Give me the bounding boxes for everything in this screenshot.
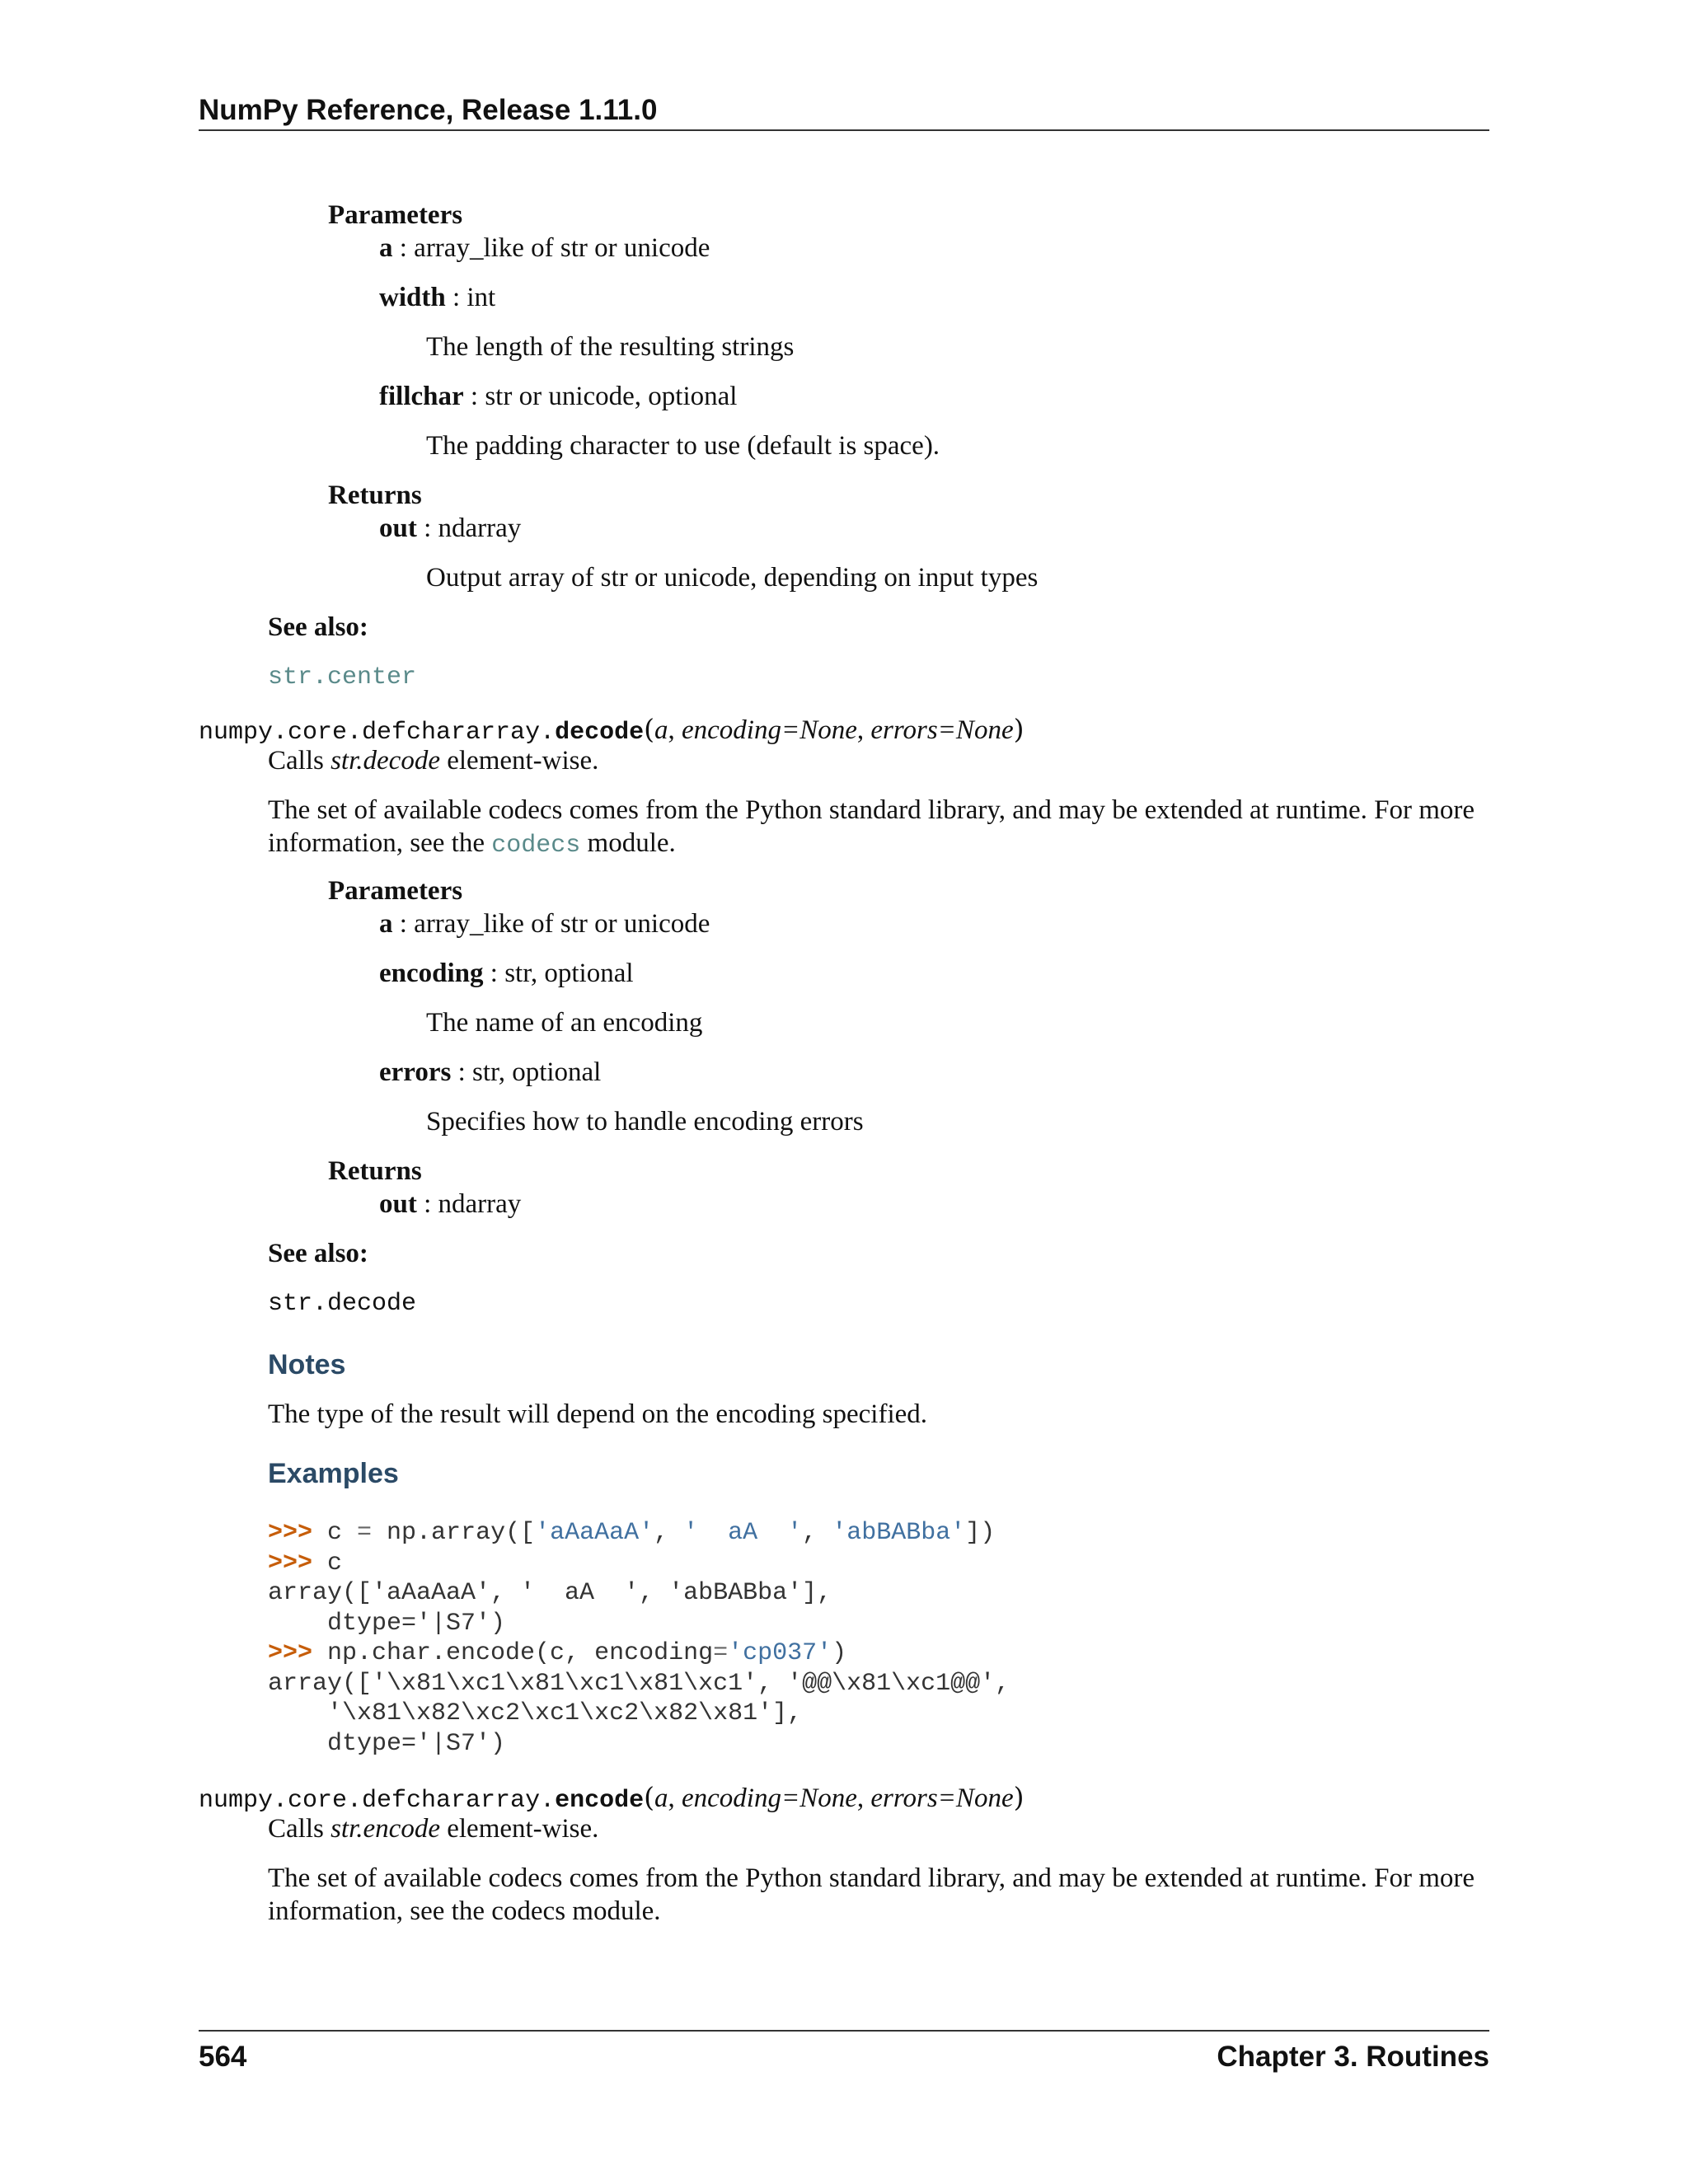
center-param-fillchar-desc: The padding character to use (default is space). — [426, 431, 940, 461]
code-line-7: '\x81\x82\xc2\xc1\xc2\x82\x81'], — [268, 1699, 803, 1727]
decode-param-a: a : array_like of str or unicode — [379, 909, 710, 939]
center-parameters-heading: Parameters — [328, 200, 463, 230]
decode-returns-heading: Returns — [328, 1156, 422, 1186]
center-param-a: a : array_like of str or unicode — [379, 233, 710, 263]
code-line-1: >>> c = np.array(['aAaAaA', ' aA ', 'abBABba']) — [268, 1519, 996, 1547]
examples-heading: Examples — [268, 1458, 399, 1489]
decode-param-errors-desc: Specifies how to handle encoding errors — [426, 1107, 864, 1137]
decode-see-also-heading: See also: — [268, 1239, 368, 1268]
decode-param-encoding: encoding : str, optional — [379, 958, 634, 988]
decode-param-errors: errors : str, optional — [379, 1057, 602, 1087]
center-return-out: out : ndarray — [379, 513, 522, 543]
decode-desc-line2: information, see the codecs module. — [268, 828, 676, 860]
header-rule — [199, 129, 1489, 131]
footer-rule — [199, 2030, 1489, 2032]
decode-signature: numpy.core.defchararray.decode(a, encoding=None, errors=None) — [199, 713, 1025, 747]
notes-text: The type of the result will depend on the encoding specified. — [268, 1399, 928, 1429]
center-see-also-heading: See also: — [268, 612, 368, 642]
code-line-8: dtype='|S7') — [268, 1729, 506, 1758]
encode-summary: Calls str.encode element-wise. — [268, 1814, 599, 1844]
code-line-3: array(['aAaAaA', ' aA ', 'abBABba'], — [268, 1579, 832, 1607]
code-line-6: array(['\x81\xc1\x81\xc1\x81\xc1', '@@\x81\xc1@@', — [268, 1669, 1010, 1698]
encode-signature: numpy.core.defchararray.encode(a, encoding=None, errors=None) — [199, 1781, 1025, 1815]
notes-heading: Notes — [268, 1349, 346, 1380]
encode-desc-line2: information, see the codecs module. — [268, 1896, 661, 1926]
decode-parameters-heading: Parameters — [328, 876, 463, 906]
center-param-width: width : int — [379, 283, 496, 312]
see-also-item-str-decode: str.decode — [268, 1290, 417, 1318]
center-return-out-desc: Output array of str or unicode, depending on input types — [426, 563, 1039, 593]
decode-summary: Calls str.decode element-wise. — [268, 746, 599, 776]
example-code-block — [268, 1518, 1010, 1759]
codecs-link[interactable]: codecs — [491, 832, 581, 860]
decode-param-encoding-desc: The name of an encoding — [426, 1008, 703, 1038]
running-header-title: NumPy Reference, Release 1.11.0 — [199, 94, 658, 126]
code-line-2: >>> c — [268, 1549, 343, 1577]
footer-chapter-title: Chapter 3. Routines — [1217, 2041, 1489, 2073]
see-also-link-str-center[interactable]: str.center — [268, 663, 417, 691]
decode-desc-line1: The set of available codecs comes from the Python standard library, and may be extended at runtime. For more — [268, 795, 1475, 825]
encode-desc-line1: The set of available codecs comes from the Python standard library, and may be extended at runtime. For more — [268, 1863, 1475, 1893]
center-param-fillchar: fillchar : str or unicode, optional — [379, 382, 738, 411]
code-line-5: >>> np.char.encode(c, encoding='cp037') — [268, 1639, 847, 1667]
center-returns-heading: Returns — [328, 480, 422, 510]
footer-page-number: 564 — [199, 2041, 247, 2073]
code-line-4: dtype='|S7') — [268, 1609, 506, 1638]
decode-return-out: out : ndarray — [379, 1189, 522, 1219]
center-param-width-desc: The length of the resulting strings — [426, 332, 795, 362]
